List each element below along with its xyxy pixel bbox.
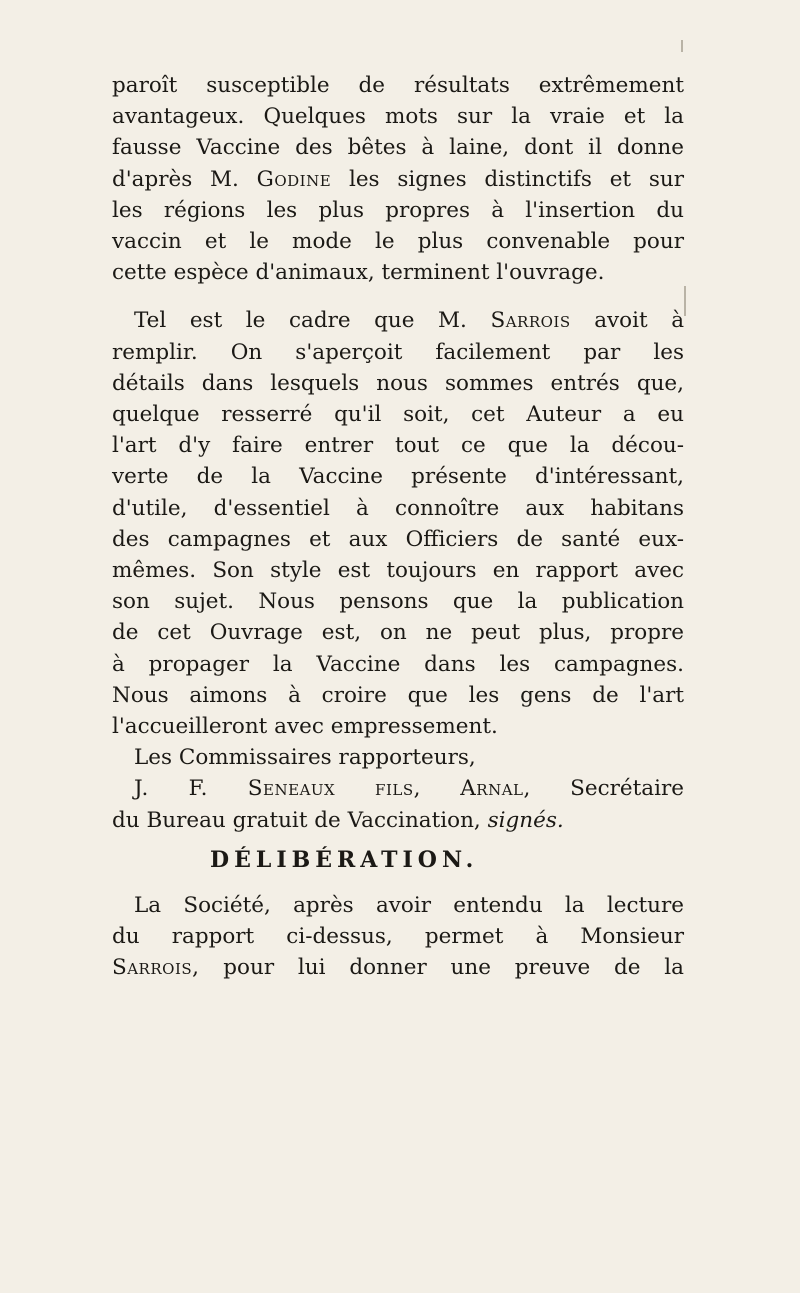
bureau-text: du Bureau gratuit de Vaccination, bbox=[112, 807, 481, 833]
signed-mark: signés. bbox=[487, 807, 564, 833]
text-line: La Société, après avoir entendu la lecture bbox=[134, 892, 684, 918]
text-line: son sujet. Nous pensons que la publication bbox=[112, 589, 684, 615]
text-line: paroît susceptible de résultats extrêmement bbox=[112, 73, 684, 98]
paragraph-2 bbox=[112, 305, 684, 742]
page-speck bbox=[684, 286, 686, 316]
text-line: avantageux. Quelques mots sur la vraie et la bbox=[112, 104, 684, 130]
text-line: vaccin et le mode le plus convenable pour bbox=[112, 229, 684, 255]
text-line: les régions les plus propres à l'insertion du bbox=[112, 197, 684, 223]
signature-block bbox=[112, 742, 684, 836]
signatory-role: Secrétaire bbox=[570, 776, 684, 802]
text-line: quelque resserré qu'il soit, cet Auteur a eu bbox=[112, 402, 684, 428]
text-line: cette espèce d'animaux, terminent l'ouvrage. bbox=[112, 260, 605, 286]
section-heading: DÉLIBÉRATION. bbox=[210, 846, 479, 873]
text-line: des campagnes et aux Officiers de santé eux- bbox=[112, 526, 684, 552]
commissioners-line: Les Commissaires rapporteurs, bbox=[134, 745, 476, 771]
text-line: l'accueilleront avec empressement. bbox=[112, 714, 498, 740]
page-body bbox=[112, 70, 684, 983]
text-line bbox=[112, 952, 684, 983]
signatories-line bbox=[112, 773, 684, 804]
bureau-line bbox=[112, 805, 684, 836]
page-speck bbox=[681, 40, 683, 52]
text-line: verte de la Vaccine présente d'intéressant, bbox=[112, 464, 684, 490]
text-line: mêmes. Son style est toujours en rapport avec bbox=[112, 558, 684, 584]
text-line bbox=[112, 305, 684, 336]
author-name-godine: Godine bbox=[256, 166, 332, 192]
text-fragment: avoit à bbox=[594, 308, 685, 334]
text-line: d'utile, d'essentiel à connoître aux habitans bbox=[112, 495, 684, 521]
author-name-sarrois: Sarrois, bbox=[112, 955, 200, 981]
text-fragment: d'après M. bbox=[112, 166, 239, 192]
text-line: fausse Vaccine des bêtes à laine, dont il donne bbox=[112, 135, 684, 161]
text-fragment: Tel est le cadre que M. bbox=[134, 308, 467, 334]
paragraph-1 bbox=[112, 70, 684, 288]
text-line: à propager la Vaccine dans les campagnes. bbox=[112, 651, 684, 677]
author-name-sarrois: Sarrois bbox=[490, 308, 571, 334]
text-fragment: pour lui donner une preuve de la bbox=[223, 955, 685, 981]
text-line bbox=[112, 164, 684, 195]
text-line: de cet Ouvrage est, on ne peut plus, propre bbox=[112, 620, 684, 646]
text-fragment: les signes distinctifs et sur bbox=[348, 166, 684, 192]
signatory-arnal: Arnal, bbox=[460, 776, 531, 802]
text-line: du rapport ci-dessus, permet à Monsieur bbox=[112, 924, 684, 950]
paragraph-3 bbox=[112, 890, 684, 984]
text-line: Nous aimons à croire que les gens de l'art bbox=[112, 682, 684, 708]
text-line: détails dans lesquels nous sommes entrés que, bbox=[112, 370, 684, 396]
text-line: remplir. On s'aperçoit facilement par les bbox=[112, 339, 684, 365]
signatory-seneaux: J. F. Seneaux fils, bbox=[134, 776, 421, 802]
text-line: l'art d'y faire entrer tout ce que la décou- bbox=[112, 433, 684, 459]
